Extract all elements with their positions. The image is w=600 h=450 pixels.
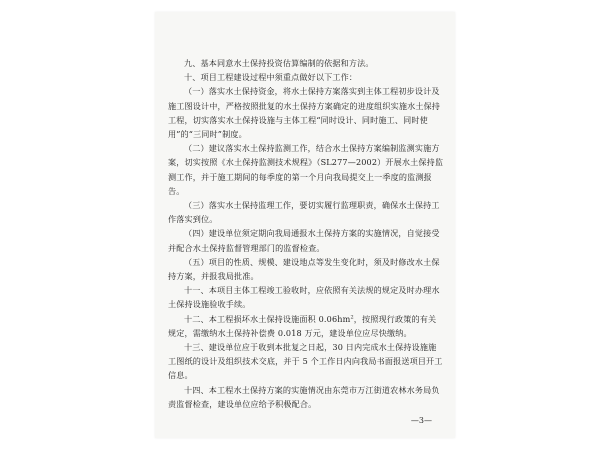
- paragraph-ten-2: （二）建议落实水土保持监测工作，结合水土保持方案编制监测实施方案，切实按照《水土保持监测技术规程》（SL277—2002）开展水土保持监测工作，并于施工期间的每季度的第一个月向我局提交上一季度的监测报告。: [168, 143, 444, 196]
- paragraph-ten-5: （五）项目的性质、规模、建设地点等发生变化时，须及时修改水土保持方案，并报我局批准。: [168, 256, 440, 282]
- paragraph-eleven: 十一、本项目主体工程竣工验收时，应依照有关法规的规定及时办理水土保持设施验收手续。: [168, 285, 440, 310]
- page-number: —3—: [410, 416, 432, 425]
- paragraph-ten-4: （四）建设单位须定期向我局通报水土保持方案的实施情况，自觉接受并配合水土保持监督管理部门的监督检查。: [168, 228, 440, 253]
- paragraph-ten: 十、项目工程建设过程中须重点做好以下工作：: [184, 72, 358, 83]
- document-body: [168, 56, 444, 411]
- paragraph-ten-1: （一）落实水土保持资金，将水土保持方案落实到主体工程初步设计及施工图设计中，严格按照批复的水土保持方案确定的进度组织实施水土保持工程，切实落实水土保持设施与主体工程“同时设计、同时施工、同时使用”的“三同时”制度。: [168, 86, 441, 140]
- paragraph-fourteen: 十四、本工程水土保持方案的实施情况由东莞市万江街道农林水务局负责监督检查，建设单位应给予积极配合。: [168, 384, 440, 409]
- paragraph-ten-3: （三）落实水土保持监理工作，要切实履行监理职责，确保水土保持工作落实到位。: [168, 200, 440, 225]
- area-unit-superscript: 2: [350, 313, 354, 320]
- paragraph-thirteen: 十三、建设单位应于收到本批复之日起，30 日内完成水土保持设施施工图纸的设计及组织技术交底，并于 5 个工作日内向我局书面报送项目开工信息。: [168, 342, 443, 381]
- paragraph-twelve: [168, 312, 444, 340]
- paragraph-twelve-part1: 十二、本工程损坏水土保持设施面积 0.06hm: [184, 313, 351, 324]
- paragraph-twelve-part2: ，按照现行政策的有关规定，需缴纳水土保持补偿费 0.018 万元，建设单位应尽快缴纳。: [168, 313, 437, 338]
- paragraph-nine: 九、基本同意水土保持投资估算编制的依据和方法。: [184, 58, 374, 68]
